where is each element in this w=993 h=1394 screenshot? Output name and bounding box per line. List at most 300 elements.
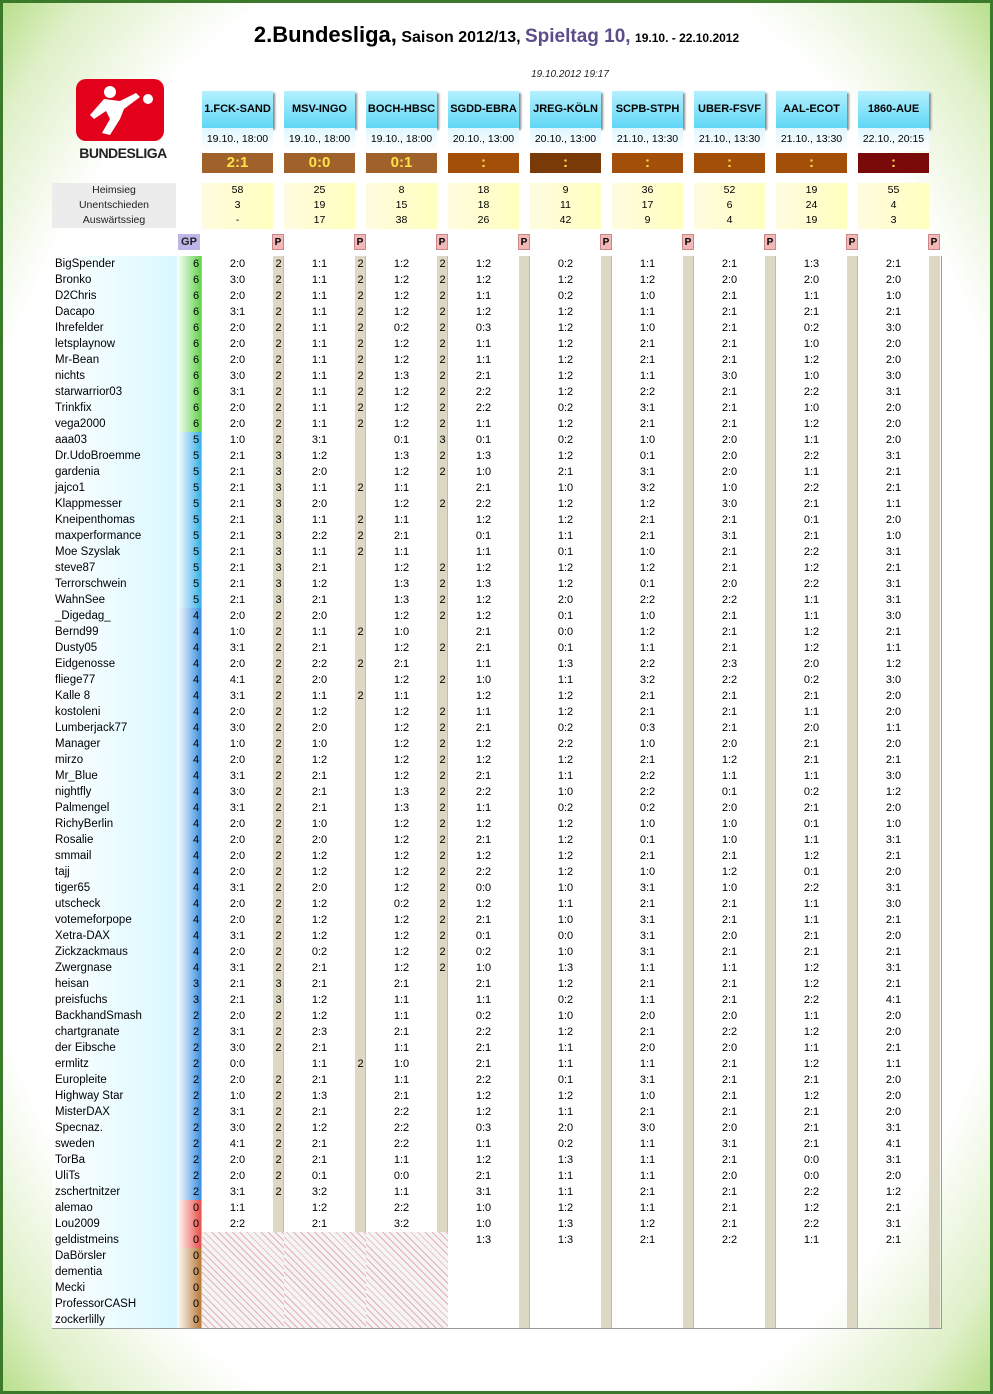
tip-cell: 3:1	[639, 402, 656, 414]
tip-cell: 2:1	[475, 834, 492, 846]
tip-cell: 2:1	[229, 578, 246, 590]
player-gp: 2	[192, 1122, 200, 1134]
tip-cell: 2:2	[475, 866, 492, 878]
matchday-label: Spieltag 10,	[524, 26, 631, 47]
player-gp: 4	[192, 738, 200, 750]
tip-cell: 1:2	[393, 386, 410, 398]
points-cell: 2	[275, 1042, 282, 1054]
player-name: Zwergnase	[55, 962, 112, 974]
player-gp: 4	[192, 898, 200, 910]
points-cell: 2	[275, 338, 282, 350]
tip-cell: 2:1	[721, 402, 738, 414]
player-gp: 5	[192, 530, 200, 542]
tip-cell: 1:0	[475, 1202, 492, 1214]
player-gp: 4	[192, 610, 200, 622]
match-result: 0:1	[366, 153, 437, 173]
tip-cell: 2:0	[557, 594, 574, 606]
player-gp: 2	[192, 1074, 200, 1086]
points-cell: 2	[275, 322, 282, 334]
match-date: 19.10., 18:00	[284, 128, 355, 151]
points-cell: 2	[357, 274, 364, 286]
tip-cell: 2:0	[639, 1042, 656, 1054]
match-date: 21.10., 13:30	[612, 128, 683, 151]
tip-cell: 1:2	[475, 514, 492, 526]
tip-cell: 0:1	[639, 450, 656, 462]
player-name: Kneipenthomas	[55, 514, 135, 526]
tip-cell: 2:0	[311, 674, 328, 686]
tip-cell: 1:2	[475, 898, 492, 910]
tip-cell: 2:1	[721, 322, 738, 334]
tip-cell: 2:1	[721, 1090, 738, 1102]
tip-cell: 1:0	[885, 530, 902, 542]
player-name: kostoleni	[55, 706, 101, 718]
tip-cell: 1:0	[229, 434, 246, 446]
points-cell: 2	[439, 930, 446, 942]
tip-cell: 1:3	[557, 1154, 574, 1166]
tip-cell: 0:1	[393, 434, 410, 446]
tip-cell: 1:1	[557, 1186, 574, 1198]
tip-cell: 2:1	[229, 514, 246, 526]
tip-cell: 1:1	[475, 338, 492, 350]
tip-cell: 1:0	[639, 322, 656, 334]
tip-cell: 2:2	[393, 1106, 410, 1118]
player-name: fliege77	[55, 674, 96, 686]
tip-cell: 1:1	[639, 1202, 656, 1214]
match-result: :	[694, 153, 765, 173]
tip-cell: 1:1	[639, 994, 656, 1006]
player-name: Highway Star	[55, 1090, 124, 1102]
tip-cell: 1:1	[639, 1154, 656, 1166]
player-name: Bernd99	[55, 626, 99, 638]
tip-cell: 2:1	[721, 642, 738, 654]
tip-cell: 1:2	[311, 1122, 328, 1134]
tip-cell: 3:1	[229, 306, 246, 318]
player-name: maxperformance	[55, 530, 142, 542]
tip-cell: 0:1	[311, 1170, 328, 1182]
player-name: Xetra-DAX	[55, 930, 110, 942]
tip-cell: 2:1	[885, 946, 902, 958]
tip-cell: 1:2	[639, 562, 656, 574]
match-result: :	[858, 153, 929, 173]
tip-cell: 1:1	[311, 690, 328, 702]
points-cell: 2	[275, 754, 282, 766]
tip-cell: 2:1	[393, 978, 410, 990]
tip-cell: 2:1	[475, 1042, 492, 1054]
tip-cell: 2:2	[721, 1026, 738, 1038]
stat-home: 52	[723, 184, 736, 196]
tip-cell: 1:0	[557, 1010, 574, 1022]
points-cell: 2	[275, 658, 282, 670]
tip-cell: 1:2	[311, 450, 328, 462]
tip-cell: 2:2	[803, 1186, 820, 1198]
tip-cell: 0:0	[557, 930, 574, 942]
tip-cell: 2:1	[475, 1058, 492, 1070]
points-cell: 2	[275, 1090, 282, 1102]
tip-cell: 1:1	[475, 706, 492, 718]
tip-cell: 2:0	[229, 658, 246, 670]
player-gp: 2	[192, 1138, 200, 1150]
tip-cell: 1:1	[393, 546, 410, 558]
tip-cell: 2:1	[229, 450, 246, 462]
tip-cell: 2:1	[803, 306, 820, 318]
player-gp: 2	[192, 1106, 200, 1118]
stat-away: 19	[805, 214, 818, 226]
points-cell: 2	[357, 354, 364, 366]
tip-cell: 3:0	[885, 770, 902, 782]
tip-cell: 1:2	[311, 930, 328, 942]
tip-cell: 2:0	[229, 914, 246, 926]
stat-home: 25	[313, 184, 326, 196]
tip-cell: 3:2	[639, 674, 656, 686]
points-cell: 3	[275, 466, 282, 478]
tip-cell: 2:0	[803, 274, 820, 286]
tip-cell: 1:1	[557, 770, 574, 782]
tip-cell: 2:1	[311, 642, 328, 654]
tip-cell: 2:1	[639, 690, 656, 702]
tip-cell: 2:1	[557, 466, 574, 478]
stat-draw: 15	[395, 199, 408, 211]
tip-cell: 0:1	[557, 642, 574, 654]
tip-cell: 2:1	[721, 946, 738, 958]
tip-cell: 1:1	[311, 418, 328, 430]
tip-cell: 2:0	[885, 418, 902, 430]
tip-cell: 4:1	[885, 994, 902, 1006]
tip-cell: 1:2	[557, 338, 574, 350]
tip-cell: 1:0	[393, 626, 410, 638]
tip-cell: 2:0	[885, 706, 902, 718]
tip-cell: 1:1	[557, 674, 574, 686]
tip-cell: 2:3	[721, 658, 738, 670]
tip-cell: 0:2	[557, 258, 574, 270]
tip-cell: 2:0	[721, 1122, 738, 1134]
tip-cell: 1:1	[311, 370, 328, 382]
tip-cell: 1:2	[393, 674, 410, 686]
tip-cell: 2:1	[639, 514, 656, 526]
tip-cell: 2:2	[803, 482, 820, 494]
tip-cell: 1:0	[393, 1058, 410, 1070]
points-cell: 2	[275, 610, 282, 622]
tip-cell: 3:1	[229, 1026, 246, 1038]
tip-cell: 2:1	[885, 466, 902, 478]
player-name: MisterDAX	[55, 1106, 110, 1118]
tip-cell: 2:0	[229, 706, 246, 718]
player-gp: 4	[192, 866, 200, 878]
points-cell: 2	[275, 418, 282, 430]
tip-cell: 0:1	[557, 1074, 574, 1086]
player-name: BackhandSmash	[55, 1010, 142, 1022]
tip-cell: 1:2	[393, 866, 410, 878]
tip-cell: 3:1	[885, 386, 902, 398]
tip-cell: 2:1	[229, 978, 246, 990]
points-cell: 2	[439, 946, 446, 958]
stat-home: 58	[231, 184, 244, 196]
tip-cell: 1:1	[639, 258, 656, 270]
points-cell: 2	[275, 802, 282, 814]
tip-cell: 3:0	[229, 722, 246, 734]
tip-cell: 2:0	[721, 274, 738, 286]
tip-cell: 2:0	[557, 1122, 574, 1134]
player-name: Bronko	[55, 274, 92, 286]
points-cell: 2	[275, 1026, 282, 1038]
points-cell: 2	[439, 466, 446, 478]
tip-cell: 3:0	[885, 610, 902, 622]
tip-cell: 1:2	[393, 466, 410, 478]
player-name: Manager	[55, 738, 101, 750]
tip-cell: 2:1	[639, 1106, 656, 1118]
tip-cell: 0:2	[557, 1138, 574, 1150]
missing-tips-hatch	[366, 1232, 448, 1328]
tip-cell: 2:2	[639, 770, 656, 782]
tip-cell: 1:3	[393, 450, 410, 462]
tip-cell: 1:2	[393, 722, 410, 734]
tip-cell: 0:2	[393, 898, 410, 910]
tip-cell: 1:2	[475, 258, 492, 270]
tip-cell: 0:1	[475, 530, 492, 542]
tip-cell: 1:2	[803, 978, 820, 990]
tip-cell: 1:2	[393, 706, 410, 718]
points-cell: 2	[275, 946, 282, 958]
player-gp: 6	[192, 290, 200, 302]
tip-cell: 2:1	[229, 994, 246, 1006]
points-cell: 2	[275, 258, 282, 270]
player-gp: 4	[192, 770, 200, 782]
tip-cell: 1:2	[393, 354, 410, 366]
tip-cell: 3:2	[639, 482, 656, 494]
tip-cell: 2:0	[721, 738, 738, 750]
player-gp: 6	[192, 322, 200, 334]
points-cell: 2	[275, 1074, 282, 1086]
tip-cell: 2:1	[803, 754, 820, 766]
tip-cell: 1:1	[475, 290, 492, 302]
tip-cell: 2:1	[311, 1154, 328, 1166]
tip-cell: 1:2	[393, 274, 410, 286]
tip-cell: 3:0	[721, 498, 738, 510]
tip-cell: 1:2	[311, 994, 328, 1006]
tip-cell: 2:0	[229, 354, 246, 366]
tip-cell: 3:1	[885, 578, 902, 590]
tip-cell: 1:0	[229, 738, 246, 750]
points-cell: 2	[439, 498, 446, 510]
tip-cell: 2:0	[229, 322, 246, 334]
tip-cell: 1:1	[475, 1138, 492, 1150]
tip-cell: 2:2	[393, 1202, 410, 1214]
tip-cell: 2:1	[475, 722, 492, 734]
tip-cell: 2:2	[393, 1122, 410, 1134]
tip-cell: 1:0	[639, 610, 656, 622]
player-name: smmail	[55, 850, 92, 862]
points-cell: 2	[357, 514, 364, 526]
player-name: UliTs	[55, 1170, 80, 1182]
tip-cell: 3:0	[885, 674, 902, 686]
tip-cell: 1:0	[475, 674, 492, 686]
player-gp: 6	[192, 370, 200, 382]
tip-cell: 4:1	[229, 674, 246, 686]
tip-cell: 2:1	[475, 770, 492, 782]
match-header: SGDD-EBRA	[448, 91, 519, 128]
tip-cell: 1:0	[639, 290, 656, 302]
tip-cell: 2:1	[311, 594, 328, 606]
tip-cell: 2:1	[885, 1042, 902, 1054]
player-name: Moe Szyslak	[55, 546, 121, 558]
tip-cell: 1:1	[557, 1042, 574, 1054]
tip-cell: 2:0	[721, 434, 738, 446]
points-cell: 3	[275, 530, 282, 542]
tip-cell: 3:1	[229, 802, 246, 814]
tip-cell: 2:1	[885, 1234, 902, 1246]
tip-cell: 2:1	[311, 802, 328, 814]
tip-cell: 1:0	[639, 1090, 656, 1102]
tip-cell: 1:3	[393, 594, 410, 606]
tip-cell: 1:2	[475, 1106, 492, 1118]
match-date: 21.10., 13:30	[694, 128, 765, 151]
points-cell: 2	[357, 546, 364, 558]
tip-cell: 0:3	[639, 722, 656, 734]
tip-cell: 1:1	[311, 402, 328, 414]
tip-cell: 3:0	[885, 370, 902, 382]
player-name: zockerlilly	[55, 1314, 105, 1326]
tip-cell: 2:2	[557, 738, 574, 750]
tip-cell: 2:0	[229, 290, 246, 302]
tip-cell: 1:1	[639, 962, 656, 974]
tip-cell: 1:0	[475, 1218, 492, 1230]
player-name: nightfly	[55, 786, 92, 798]
points-cell: 2	[275, 386, 282, 398]
tip-cell: 1:2	[393, 818, 410, 830]
tip-cell: 1:2	[393, 962, 410, 974]
tip-cell: 3:1	[885, 1154, 902, 1166]
points-cell: 2	[275, 786, 282, 798]
points-cell: 2	[439, 898, 446, 910]
player-gp: 6	[192, 402, 200, 414]
stat-away: 26	[477, 214, 490, 226]
tip-cell: 1:1	[311, 274, 328, 286]
tip-cell: 2:0	[229, 1010, 246, 1022]
tip-cell: 0:2	[803, 322, 820, 334]
points-cell: 2	[275, 898, 282, 910]
player-gp: 5	[192, 434, 200, 446]
points-cell: 2	[439, 754, 446, 766]
tip-cell: 3:1	[885, 450, 902, 462]
tip-cell: 1:2	[557, 818, 574, 830]
tip-cell: 2:1	[639, 1234, 656, 1246]
tip-cell: 1:1	[311, 1058, 328, 1070]
tip-cell: 1:2	[475, 1090, 492, 1102]
player-name: alemao	[55, 1202, 93, 1214]
tip-cell: 2:0	[721, 1170, 738, 1182]
tip-cell: 1:0	[803, 370, 820, 382]
tip-cell: 3:0	[229, 786, 246, 798]
tip-cell: 1:2	[803, 1026, 820, 1038]
player-gp: 0	[192, 1218, 200, 1230]
tip-cell: 2:1	[721, 338, 738, 350]
player-gp: 5	[192, 450, 200, 462]
tip-cell: 1:2	[393, 642, 410, 654]
tip-cell: 1:1	[393, 994, 410, 1006]
tip-cell: 2:1	[803, 1138, 820, 1150]
tip-cell: 2:1	[721, 978, 738, 990]
match-result: :	[448, 153, 519, 173]
tip-cell: 1:3	[475, 450, 492, 462]
tip-cell: 3:1	[229, 962, 246, 974]
tip-cell: 1:2	[639, 1218, 656, 1230]
tip-cell: 1:1	[803, 1234, 820, 1246]
stat-draw: 6	[726, 199, 733, 211]
tip-cell: 2:1	[721, 290, 738, 302]
tip-cell: 1:2	[311, 898, 328, 910]
points-cell: 2	[439, 722, 446, 734]
tip-cell: 1:0	[721, 834, 738, 846]
tip-cell: 2:0	[885, 338, 902, 350]
player-gp: 5	[192, 562, 200, 574]
tip-cell: 1:2	[475, 754, 492, 766]
tip-cell: 2:1	[721, 1154, 738, 1166]
player-name: Mr_Blue	[55, 770, 98, 782]
match-header: JREG-KÖLN	[530, 91, 601, 128]
points-cell: 2	[439, 370, 446, 382]
tip-cell: 0:2	[311, 946, 328, 958]
tip-cell: 2:1	[803, 690, 820, 702]
match-result: :	[612, 153, 683, 173]
tip-cell: 1:1	[639, 1058, 656, 1070]
tip-cell: 0:2	[557, 994, 574, 1006]
tip-cell: 2:1	[229, 594, 246, 606]
points-cell: 2	[439, 578, 446, 590]
player-name: Trinkfix	[55, 402, 92, 414]
tip-cell: 2:1	[311, 1218, 328, 1230]
points-header: P	[764, 234, 776, 250]
stat-home: 19	[805, 184, 818, 196]
tip-cell: 1:0	[803, 338, 820, 350]
tip-cell: 1:1	[475, 418, 492, 430]
tip-cell: 0:0	[803, 1170, 820, 1182]
player-name: preisfuchs	[55, 994, 108, 1006]
tip-cell: 1:1	[803, 466, 820, 478]
tip-cell: 1:2	[557, 850, 574, 862]
points-cell: 2	[439, 418, 446, 430]
tip-cell: 1:1	[311, 354, 328, 366]
tip-cell: 2:0	[721, 1042, 738, 1054]
player-gp: 4	[192, 642, 200, 654]
points-cell: 2	[275, 770, 282, 782]
tip-cell: 2:1	[885, 306, 902, 318]
tip-cell: 2:1	[721, 1074, 738, 1086]
tip-cell: 2:1	[803, 1074, 820, 1086]
tip-cell: 2:1	[639, 1186, 656, 1198]
points-cell: 2	[439, 818, 446, 830]
tip-cell: 1:0	[639, 738, 656, 750]
tip-cell: 3:1	[639, 1074, 656, 1086]
tip-cell: 2:2	[639, 386, 656, 398]
tip-cell: 1:2	[475, 274, 492, 286]
tip-cell: 0:0	[475, 882, 492, 894]
tip-cell: 2:1	[803, 802, 820, 814]
tip-cell: 1:1	[803, 610, 820, 622]
tip-cell: 1:0	[803, 402, 820, 414]
tip-cell: 1:0	[557, 786, 574, 798]
stat-label-draw: Unentschieden	[52, 198, 176, 213]
tip-cell: 1:3	[557, 1234, 574, 1246]
tip-cell: 2:2	[721, 674, 738, 686]
tip-cell: 3:1	[885, 1218, 902, 1230]
player-gp: 3	[192, 978, 200, 990]
points-cell: 2	[275, 306, 282, 318]
tip-cell: 1:2	[311, 578, 328, 590]
tip-cell: 0:0	[229, 1058, 246, 1070]
tip-cell: 1:2	[557, 562, 574, 574]
tip-cell: 3:0	[229, 1122, 246, 1134]
match-header: UBER-FSVF	[694, 91, 765, 128]
player-name: Mecki	[55, 1282, 86, 1294]
